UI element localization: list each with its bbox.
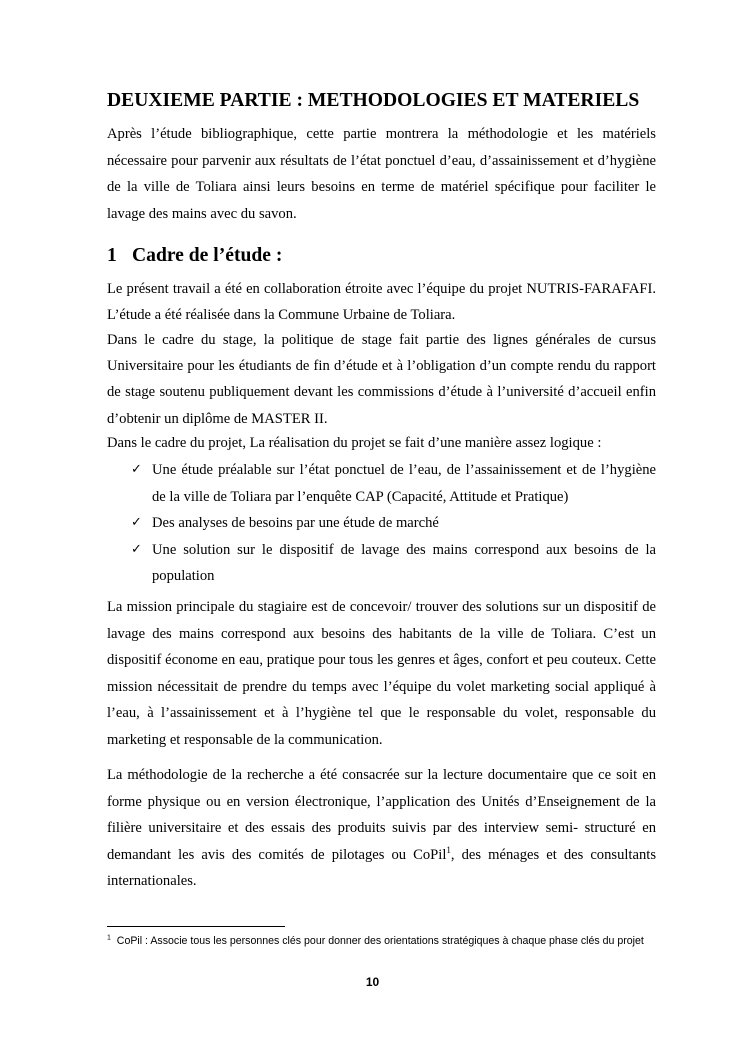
list-item-text: Une solution sur le dispositif de lavage des mains correspond aux besoins de la population (152, 541, 656, 584)
list-item-text: Une étude préalable sur l’état ponctuel de l’eau, de l’assainissement et de l’hygiène de la ville de Toliara par l’enquête CAP (Capacité, Attitude et Pratique) (152, 462, 656, 505)
footnote-separator (107, 926, 285, 927)
list-item (131, 537, 656, 590)
footnote-mark: 1 (107, 934, 111, 942)
part-heading: DEUXIEME PARTIE : METHODOLOGIES ET MATERIELS (107, 90, 640, 111)
checkmark-icon: ✓ (131, 515, 142, 530)
section-paragraph-2: Dans le cadre du stage, la politique de stage fait partie des lignes générales de cursus Universitaire pour les étudiants de fin d’étude et à l’obligation d’un compte rendu du rapport de stage soutenu publiquement devant les commissions d’étude à l’université d’accueil enfin d’obtenir un diplôme de MASTER II. (107, 332, 656, 427)
bullet-list (131, 457, 656, 590)
list-item (131, 510, 656, 537)
footnote-text: CoPil : Associe tous les personnes clés pour donner des orientations stratégiques à chaque phase clés du projet (116, 935, 644, 947)
section-paragraph-4: La mission principale du stagiaire est de concevoir/ trouver des solutions sur un dispositif de lavage des mains correspond aux besoins des habitants de la ville de Toliara. C’est un dispositif économe en eau, pratique pour tous les genres et âges, confort et peu couteux. Cette mission nécessitait de prendre du temps avec l’équipe du volet marketing social appliqué à l’eau, à l’assainissement et à l’hygiène tel que le responsable du volet, responsable du marketing et responsable de la communication. (107, 599, 656, 748)
list-item-text: Des analyses de besoins par une étude de marché (152, 515, 439, 531)
paragraph-5-text-a: La méthodologie de la recherche a été consacrée sur la lecture documentaire que ce soit en forme physique ou en version électronique, l’application des Unités d’Enseignement de la filière universitaire et des essais des produits suivis par des interview semi- structuré en demandant les avis des comités de pilotages ou CoPil (107, 767, 656, 863)
section-title: Cadre de l’étude : (132, 245, 283, 266)
section-paragraph-3: Dans le cadre du projet, La réalisation du projet se fait d’une manière assez logique : (107, 435, 602, 451)
checkmark-icon: ✓ (131, 462, 142, 477)
intro-paragraph: Après l’étude bibliographique, cette partie montrera la méthodologie et les matériels nécessaire pour parvenir aux résultats de l’état ponctuel d’eau, d’assainissement et d’hygiène de la ville de Toliara ainsi leurs besoins en terme de matériel spécifique pour faciliter le lavage des mains avec du savon. (107, 126, 656, 222)
page-number: 10 (365, 975, 380, 989)
list-item (131, 457, 656, 510)
footnote-reference[interactable]: 1 (446, 844, 451, 855)
section-paragraph-1: Le présent travail a été en collaboration étroite avec l’équipe du projet NUTRIS-FARAFAFI. L’étude a été réalisée dans la Commune Urbaine de Toliara. (107, 281, 656, 324)
section-heading (107, 243, 282, 269)
checkmark-icon: ✓ (131, 541, 142, 557)
section-number: 1 (107, 245, 117, 266)
section-paragraph-5 (107, 762, 656, 895)
paragraph-5-text-b: , des ménages et des consultants internationales. (107, 846, 656, 889)
footnote (107, 934, 656, 949)
